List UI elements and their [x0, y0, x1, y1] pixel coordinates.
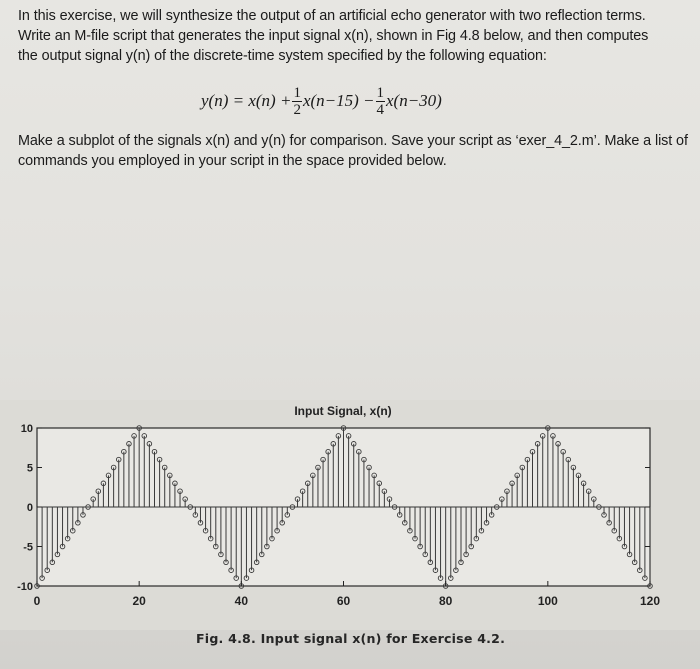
- input-signal-chart: [0, 400, 700, 630]
- y-tick-label: 5: [26, 462, 33, 475]
- equation-lhs: y(n) = x(n) +: [201, 91, 292, 110]
- y-tick-label: -10: [17, 581, 33, 593]
- chart-title: Input Signal, x(n): [294, 404, 392, 418]
- x-tick-label: 20: [132, 594, 146, 608]
- equation-term-delay-30: x(n−30): [386, 91, 442, 110]
- y-tick-label: 10: [20, 423, 33, 435]
- x-tick-label: 100: [537, 594, 558, 608]
- intro-line: Write an M-file script that generates the input signal x(n), shown in Fig 4.8 below, and then computes: [18, 28, 649, 44]
- equation-term-delay-15: x(n−15) −: [302, 91, 375, 110]
- x-tick-label: 80: [438, 594, 453, 608]
- fraction-denominator: 2: [293, 101, 301, 118]
- instruction-line: Make a subplot of the signals x(n) and y(n) for comparison. Save your script as ‘exer_4_2.m’. Make a list of: [18, 133, 688, 149]
- intro-line: the output signal y(n) of the discrete-time system specified by the following equation:: [18, 48, 547, 64]
- x-tick-label: 0: [33, 594, 41, 608]
- fraction-one-quarter: [376, 85, 386, 118]
- intro-line: In this exercise, we will synthesize the output of an artificial echo generator with two reflection terms.: [18, 8, 646, 24]
- figure-caption: Fig. 4.8. Input signal x(n) for Exercise 4.2.: [196, 631, 506, 646]
- y-tick-label: 0: [26, 502, 33, 514]
- instruction-line: commands you employed in your script in the space provided below.: [18, 153, 447, 169]
- intro-paragraph: [18, 6, 683, 66]
- fraction-numerator: 1: [293, 84, 301, 101]
- x-tick-label: 120: [639, 594, 661, 608]
- y-tick-label: -5: [23, 541, 33, 554]
- difference-equation: [201, 80, 442, 122]
- instruction-paragraph: [18, 131, 688, 171]
- fraction-numerator: 1: [376, 84, 384, 101]
- x-tick-label: 60: [336, 594, 351, 608]
- fraction-one-half: [292, 85, 302, 118]
- x-tick-label: 40: [234, 594, 249, 608]
- fraction-denominator: 4: [376, 101, 384, 118]
